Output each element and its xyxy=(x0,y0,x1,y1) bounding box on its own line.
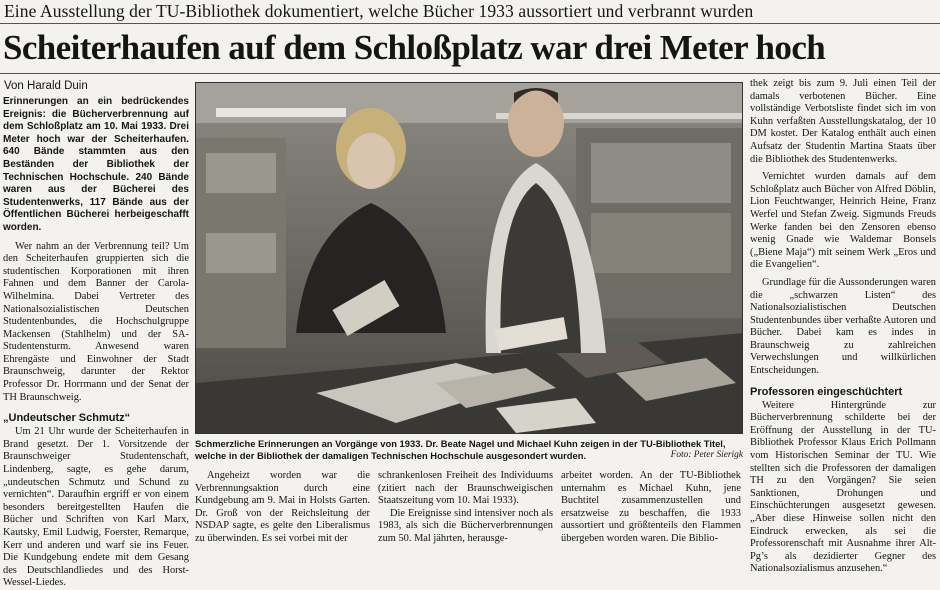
article-column-4 xyxy=(561,470,741,546)
subheading: Professoren eingeschüchtert xyxy=(750,385,903,398)
photo-illustration xyxy=(196,83,743,434)
article-column-3 xyxy=(378,470,553,546)
paragraph: Weitere Hintergründe zur Bücherverbrennung schilderte bei der Eröffnung der Ausstellung in der TU-Bibliothek Professor Klaus Erich Pollmann vom Historischen Seminar der TU. Wie stellten sich die Professoren der damaligen TH zu den Vorgängen? Sie seien Sanktionen, Drohungen und Einschüchterungen ausgesetzt gewesen. „Aber diese Hinweise sollen nicht den Eindruck erwecken, als sei die Professorenschaft mit Ausnahme ihrer Alt-Pg’s als dezidierter Gegner des Nationalsozialismus anzusehen.“ xyxy=(750,399,936,575)
paragraph: Angeheizt worden war die Verbrennungsaktion durch eine Kundgebung am 9. Mai in Holsts Garten. Dr. Groß von der Reichsleitung der NSDAP sagte, es gelte den Liberalismus zu überwinden. Es sei vorbei mit der xyxy=(195,470,370,544)
paragraph: thek zeigt bis zum 9. Juli einen Teil der damals verbotenen Bücher. Eine vollständige Verbotsliste findet sich im von Kuhn verfaßten Ausstellungskatalog, der 10 DM kostet. Der Katalog enthält auch einen Aufsatz der Studentin Martina Staats über die Bibliothek des Studentenwerks. xyxy=(750,78,936,165)
kicker: Eine Ausstellung der TU-Bibliothek dokumentiert, welche Bücher 1933 aussortiert und verbrannt wurden xyxy=(4,1,754,21)
article-column-1 xyxy=(3,96,189,590)
divider xyxy=(0,73,940,74)
paragraph: Um 21 Uhr wurde der Scheiterhaufen in Brand gesetzt. Der 1. Vorsitzende der Braunschweiger Studentenschaft, Lindenberg, sagte, es gehe darum, „undeutschen Schmutz und Schund zu vernichten“. Daraufhin ergriff er von einem besonders bereitgestellten Haufen die Bücher und Schriften von Karl Marx, Kautsky, Emil Ludwig, Foerster, Remarque, Kerr und anderen und warf sie ins Feuer. Die Kundgebung endete mit dem Gesang des Deutschlandliedes und des Horst-Wessel-Liedes. xyxy=(3,426,189,589)
subheading: „Undeutscher Schmutz“ xyxy=(3,412,131,425)
lead-paragraph: Erinnerungen an ein bedrückendes Ereignis: die Bücherverbrennung auf dem Schloßplatz am 10. Mai 1933. Drei Meter hoch war der Scheiterhaufen. 640 Bände stammten aus den Beständen der Bibliothek der Technischen Hochschule. 240 Bände waren aus der Bücherei des Studentenwerks, 117 Bände aus der Öffentlichen Bücherei herbeigeschafft worden. xyxy=(3,96,189,233)
article-column-5 xyxy=(750,78,936,576)
paragraph: Vernichtet wurden damals auf dem Schloßplatz auch Bücher von Alfred Döblin, Lion Feuchtwanger, Heinrich Heine, Franz Werfel und Stefan Zweig. Sigmunds Freuds Werke fanden bei den Zensoren ebenso wenig Gnade wie Waldemar Bonsels („Biene Maja“) mit seinem Werk „Eros und die Evangelien“. xyxy=(750,171,936,271)
caption-text: Schmerzliche Erinnerungen an Vorgänge von 1933. Dr. Beate Nagel und Michael Kuhn zeigen in der TU-Bibliothek Titel, welche in der Bibliothek der damaligen Technischen Hochschule ausgesondert wurden. xyxy=(195,438,726,461)
divider xyxy=(0,23,940,24)
paragraph: Die Ereignisse sind intensiver noch als 1983, als sich die Bücherverbrennungen zum 50. Mal jährten, herausge- xyxy=(378,507,553,544)
paragraph: Wer nahm an der Verbrennung teil? Um den Scheiterhaufen gruppierten sich die studentischen Korporationen mit ihren Fahnen und dem Banner der Carola-Wilhelmina. Dabei Vertreter des Nationalsozialistischen Deutschen Studentenbundes, die Hochschulgruppe Mackensen (Stahlhelm) und der SA-Studentensturm. Anwesend waren Ehrengäste und Einwohner der Stadt Braunschweig, darunter der Rektor Professor Dr. Horrmann und der Senat der TH Braunschweig. xyxy=(3,240,189,403)
byline: Von Harald Duin xyxy=(4,80,88,92)
paragraph: arbeitet worden. An der TU-Bibliothek unternahm es Michael Kuhn, jene Buchtitel zusammenzustellen und ersatzweise zu beschaffen, die 1933 aussortiert und größtenteils den Flammen übergeben worden waren. Die Biblio- xyxy=(561,470,741,544)
article-column-2 xyxy=(195,470,370,546)
paragraph: Grundlage für die Aussonderungen waren die „schwarzen Listen“ des Nationalsozialistischen Deutschen Studentenbundes über verhaßte Autoren und Bücher. Dabei kam es indes in Braunschweig zu zahlreichen Verwechslungen und willkürlichen Entscheidungen. xyxy=(750,276,936,377)
photo-credit: Foto: Peter Sierigk xyxy=(670,449,743,460)
photo-caption xyxy=(195,438,743,461)
photo-library-exhibition xyxy=(195,82,743,434)
paragraph: schrankenlosen Freiheit des Individuums (zitiert nach der Braunschweigischen Staatszeitung vom 10. Mai 1933). xyxy=(378,470,553,507)
headline: Scheiterhaufen auf dem Schloßplatz war drei Meter hoch xyxy=(3,28,826,67)
